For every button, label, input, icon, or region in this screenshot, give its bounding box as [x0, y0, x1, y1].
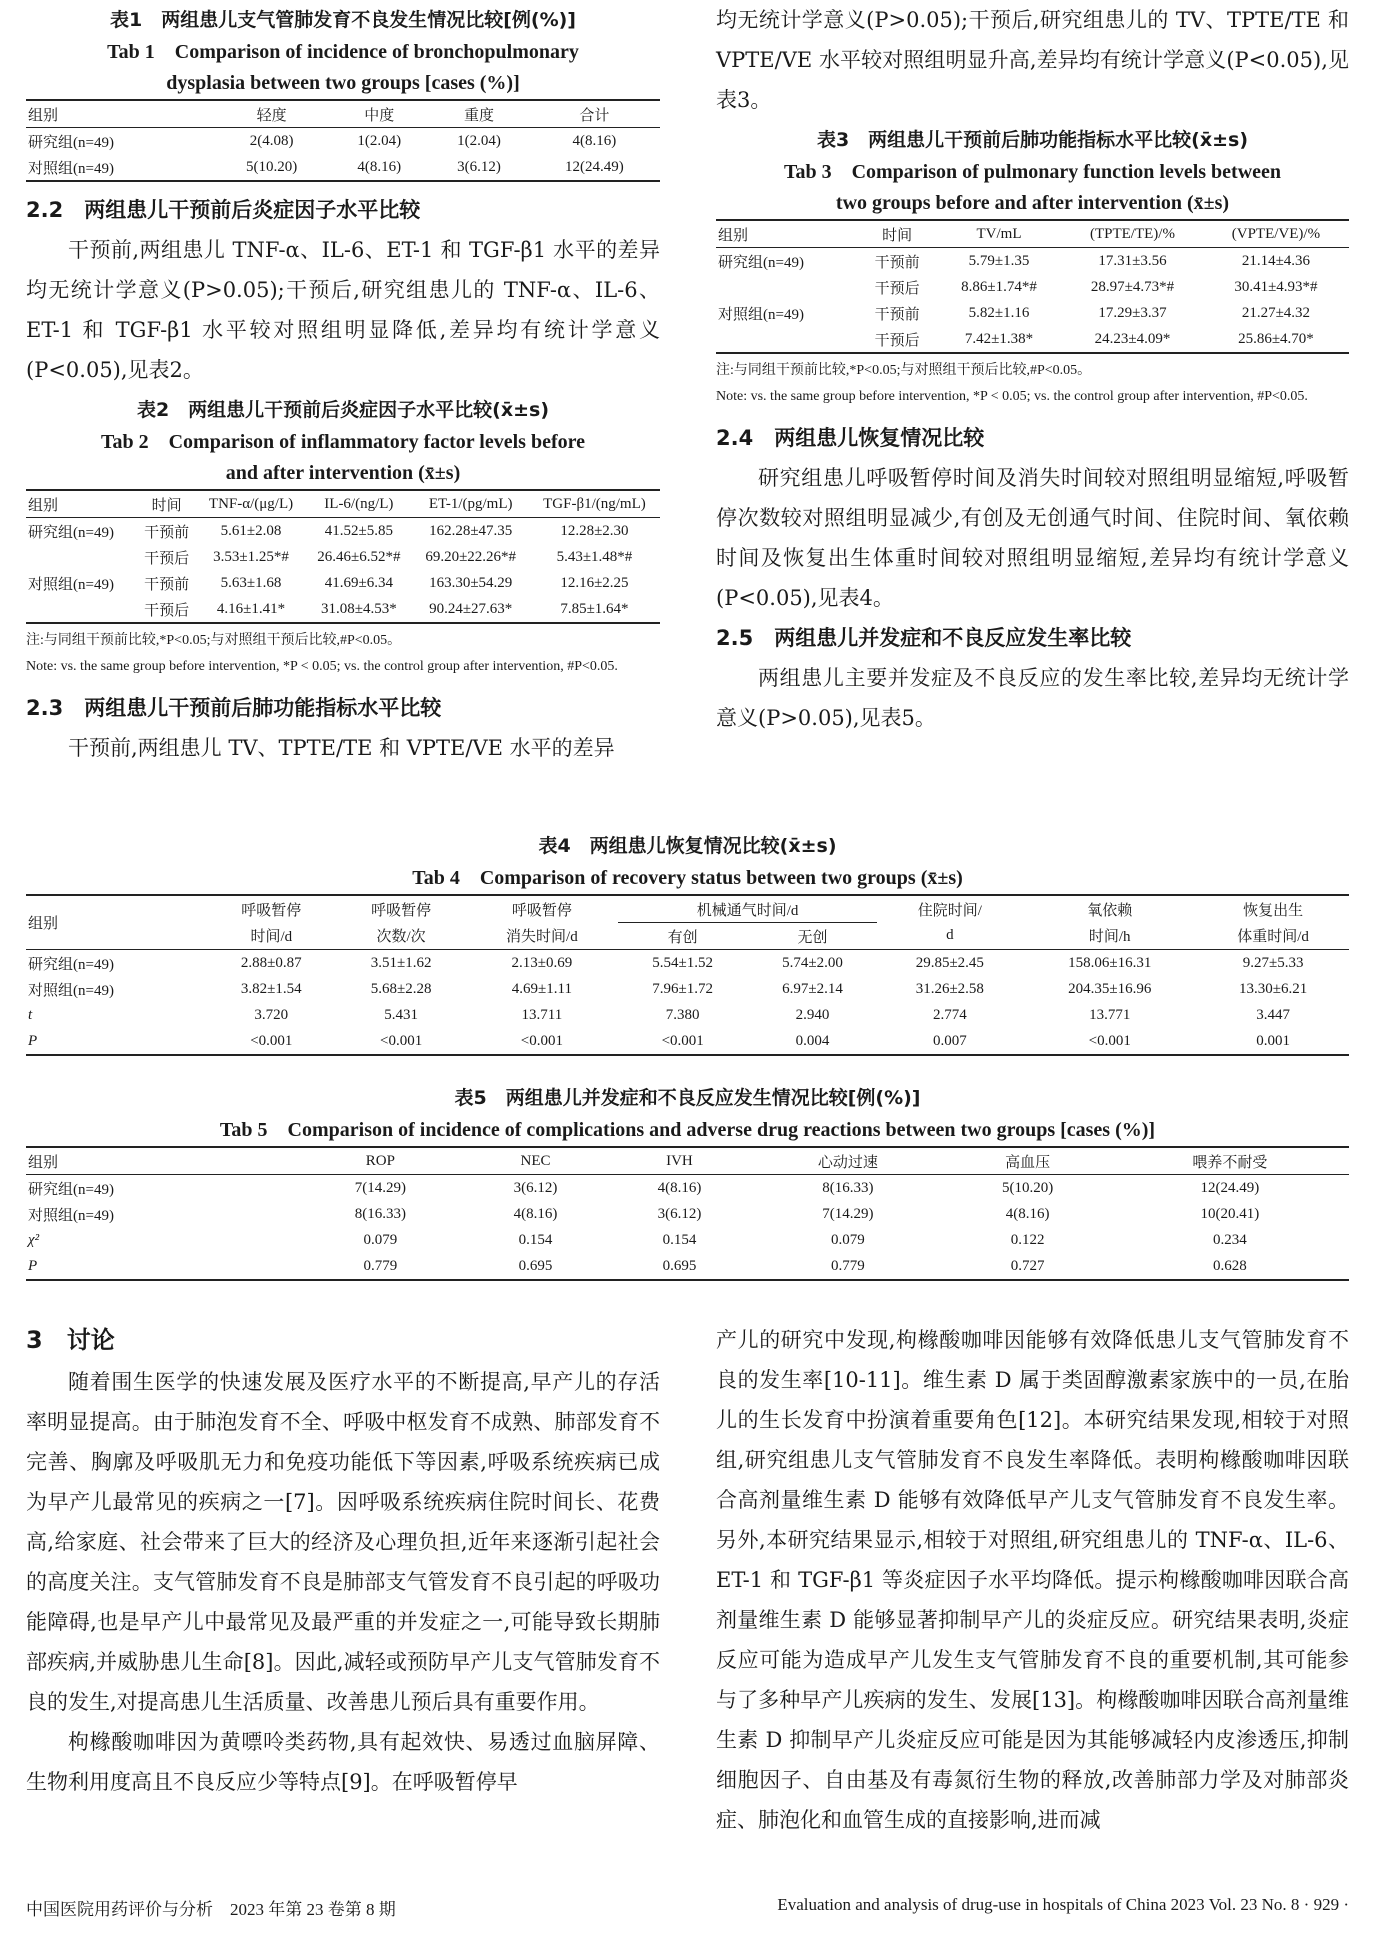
table4-block [26, 830, 1349, 1056]
table-row [716, 300, 1349, 326]
section-2-5-paragraph: 两组患儿主要并发症及不良反应的发生率比较,差异均无统计学意义(P>0.05),见表5。 [716, 666, 1349, 730]
table-cell: 5.431 [384, 1006, 418, 1023]
table4-header: 住院时间/ [917, 902, 982, 919]
table-cell: 12.28±2.30 [560, 522, 629, 539]
table-cell: 21.27±4.32 [1241, 304, 1311, 321]
table4-header: 有创 [618, 923, 748, 950]
table3-caption-cn: 表3 两组患儿干预前后肺功能指标水平比较(x̄±s) [816, 129, 1249, 151]
table1-header: 重度 [429, 100, 529, 128]
table-cell: 13.30±6.21 [1238, 980, 1308, 997]
section-2-2-paragraph: 干预前,两组患儿 TNF-α、IL-6、ET-1 和 TGF-β1 水平的差异均无统计学意义(P>0.05);干预后,研究组患儿的 TNF-α、IL-6、ET-1 和 TGF-β1 水平较对照组明显降低,差异均有统计学意义(P<0.05),见表2。 [26, 238, 660, 382]
table-cell: 163.30±54.29 [429, 574, 513, 591]
section-2-2-heading: 2.2 两组患儿干预前后炎症因子水平比较 [26, 198, 421, 222]
table5-caption-cn: 表5 两组患儿并发症和不良反应发生情况比较[例(%)] [454, 1087, 921, 1109]
table5-header: IVH [608, 1147, 752, 1175]
table3-header: 时间 [858, 220, 936, 248]
table-cell: 对照组(n=49) [28, 1207, 114, 1224]
table-cell: 26.46±6.52*# [317, 548, 401, 565]
table2-caption-en-2: and after intervention (x̄±s) [225, 462, 461, 484]
table-cell: 对照组(n=49) [718, 306, 804, 323]
table-cell: 4(8.16) [657, 1179, 702, 1196]
table4-header: 时间/h [1022, 923, 1197, 950]
table5-header: 喂养不耐受 [1111, 1147, 1349, 1175]
table-cell: 12(24.49) [529, 154, 660, 181]
table2-header: TGF-β1/(ng/mL) [529, 490, 660, 518]
table-cell: 13.771 [1089, 1006, 1131, 1023]
table-row [26, 1227, 1349, 1253]
table5-caption-en: Tab 5 Comparison of incidence of complications and adverse drug reactions between two groups [cases (%)] [219, 1119, 1156, 1141]
table-cell: 3.51±1.62 [370, 954, 432, 971]
table-cell: 2.13±0.69 [511, 954, 573, 971]
discussion-left [26, 1318, 660, 1802]
section-2-3-paragraph-continued: 均无统计学意义(P>0.05);干预后,研究组患儿的 TV、TPTE/TE 和 VPTE/VE 水平较对照组明显升高,差异均有统计学意义(P<0.05),见表3。 [716, 8, 1349, 112]
table1-caption-en-2: dysplasia between two groups [cases (%)] [166, 72, 520, 94]
table5-header: NEC [464, 1147, 608, 1175]
table4-header: d [877, 923, 1022, 950]
table2-header: IL-6/(ng/L) [305, 490, 412, 518]
table-row [26, 544, 660, 570]
table-row [716, 326, 1349, 353]
table-cell: 3(6.12) [513, 1179, 558, 1196]
table3-note-en: Note: vs. the same group before intervention, *P < 0.05; vs. the control group after intervention, #P<0.05. [716, 389, 1308, 404]
table1-header: 组别 [26, 100, 214, 128]
table-cell: χ² [28, 1231, 40, 1248]
table-cell: 4.16±1.41* [197, 596, 305, 623]
table-row [26, 1028, 1349, 1055]
table-cell: 7.42±1.38* [936, 326, 1062, 353]
table-cell: 研究组(n=49) [28, 134, 114, 151]
table-cell: 研究组(n=49) [28, 956, 114, 973]
table-cell: 5.61±2.08 [220, 522, 282, 539]
table-cell: 0.079 [830, 1231, 865, 1248]
table5-header: 高血压 [944, 1147, 1111, 1175]
table1-header: 轻度 [214, 100, 329, 128]
table-cell: 对照组(n=49) [26, 154, 214, 181]
table2-header: 组别 [26, 490, 137, 518]
table-row [716, 274, 1349, 300]
table-cell: t [28, 1006, 33, 1023]
table-cell: 158.06±16.31 [1068, 954, 1152, 971]
table-cell: <0.001 [1022, 1028, 1197, 1055]
table5-block [26, 1082, 1349, 1281]
footer-journal-cn: 中国医院用药评价与分析 2023 年第 23 卷第 8 期 [26, 1900, 396, 1919]
table4-header: 氧依赖 [1087, 902, 1133, 919]
table4-header: 呼吸暂停 [511, 902, 572, 919]
table5-header: 心动过速 [751, 1147, 944, 1175]
table-cell: 8(16.33) [354, 1205, 406, 1222]
table-cell: 3.82±1.54 [240, 980, 302, 997]
table-cell: 2.88±0.87 [240, 954, 302, 971]
table-cell: 4.69±1.11 [511, 980, 572, 997]
table-cell: 干预后 [144, 550, 190, 567]
table-row [26, 128, 660, 155]
table3-caption-en-1: Tab 3 Comparison of pulmonary function levels between [783, 161, 1282, 183]
table-cell: 7.96±1.72 [652, 980, 714, 997]
table-cell: <0.001 [466, 1028, 618, 1055]
table-row [26, 518, 660, 545]
table1-header: 中度 [329, 100, 429, 128]
table-cell [716, 326, 858, 353]
section-2-3-paragraph: 干预前,两组患儿 TV、TPTE/TE 和 VPTE/VE 水平的差异 [68, 736, 615, 760]
table-cell: 3.720 [254, 1006, 289, 1023]
table-cell: 0.234 [1213, 1231, 1247, 1248]
table-cell: 13.711 [521, 1006, 563, 1023]
discussion-paragraph-2: 枸橼酸咖啡因为黄嘌呤类药物,具有起效快、易透过血脑屏障、生物利用度高且不良反应少等特点[9]。在呼吸暂停早 [26, 1730, 660, 1794]
table4-header: 时间/d [206, 923, 336, 950]
left-column [26, 0, 660, 768]
table-cell: 研究组(n=49) [718, 254, 804, 271]
table-cell: 0.154 [518, 1231, 553, 1248]
table-row [26, 154, 660, 181]
table2 [26, 489, 660, 624]
table-row [26, 1002, 1349, 1028]
table-cell: 0.007 [877, 1028, 1022, 1055]
table5-header: 组别 [26, 1147, 297, 1175]
table-cell: 12(24.49) [1200, 1179, 1260, 1196]
table3-header: (TPTE/TE)/% [1062, 220, 1203, 248]
table1 [26, 99, 660, 182]
table3-header: TV/mL [936, 220, 1062, 248]
table2-note-cn: 注:与同组干预前比较,*P<0.05;与对照组干预后比较,#P<0.05。 [26, 633, 402, 648]
discussion-right [716, 1320, 1349, 1840]
table4-header: 组别 [26, 895, 206, 950]
table-cell: 30.41±4.93*# [1234, 278, 1318, 295]
table-row [26, 1201, 1349, 1227]
table-cell: P [26, 1028, 206, 1055]
discussion-paragraph-3: 产儿的研究中发现,枸橼酸咖啡因能够有效降低患儿支气管肺发育不良的发生率[10-11]。维生素 D 属于类固醇激素家族中的一员,在胎儿的生长发育中扮演着重要角色[12]。本研究结果发现,相较于对照组,研究组患儿支气管肺发育不良发生率降低。表明枸橼酸咖啡因联合高剂量维生素 D 能够有效降低早产儿支气管肺发育不良发生率。另外,本研究结果显示,相较于对照组,研究组患儿的 TNF-α、IL-6、ET-1 和 TGF-β1 等炎症因子水平均降低。提示枸橼酸咖啡因联合高剂量维生素 D 能够显著抑制早产儿的炎症反应。研究结果表明,炎症反应可能为造成早产儿发生支气管肺发育不良的重要机制,其可能参与了多种早产儿疾病的发生、发展[13]。枸橼酸咖啡因联合高剂量维生素 D 抑制早产儿炎症反应可能是因为其能够减轻内皮渗透压,抑制细胞因子、自由基及有毒氮衍生物的释放,改善肺部力学及对肺部炎症、肺泡化和血管生成的直接影响,进而减 [716, 1328, 1349, 1832]
table-cell: 3(6.12) [429, 154, 529, 181]
table-cell: 0.001 [1197, 1028, 1349, 1055]
table-cell: 12.16±2.25 [560, 574, 629, 591]
table-cell: 研究组(n=49) [28, 524, 114, 541]
table-cell: 干预前 [144, 524, 190, 541]
section-3-heading: 3 讨论 [26, 1326, 115, 1354]
table-cell: 29.85±2.45 [915, 954, 984, 971]
table3 [716, 219, 1349, 354]
table-cell: 7(14.29) [354, 1179, 406, 1196]
table2-header: TNF-α/(μg/L) [197, 490, 305, 518]
table-cell: 干预后 [137, 596, 197, 623]
table-cell: 干预后 [874, 280, 920, 297]
table-cell: 5.82±1.16 [968, 304, 1030, 321]
table3-caption-en-2: two groups before and after intervention (x̄±s) [835, 192, 1230, 214]
table-row [26, 1253, 1349, 1280]
table2-header: ET-1/(pg/mL) [412, 490, 528, 518]
table-cell: 28.97±4.73*# [1090, 278, 1175, 295]
table1-caption-en-1: Tab 1 Comparison of incidence of bronchopulmonary [107, 41, 579, 63]
table-cell: 5(10.20) [214, 154, 329, 181]
table5-header: ROP [297, 1147, 464, 1175]
table-row [26, 1175, 1349, 1202]
table-cell: 0.154 [662, 1231, 697, 1248]
table-cell: 25.86±4.70* [1203, 326, 1349, 353]
table-cell: 0.779 [297, 1253, 464, 1280]
table-cell: 5.54±1.52 [652, 954, 714, 971]
table-cell: 0.628 [1111, 1253, 1349, 1280]
table-cell: 4(8.16) [572, 132, 617, 149]
table-cell: P [26, 1253, 297, 1280]
table-cell: 对照组(n=49) [28, 982, 114, 999]
table-cell: 90.24±27.63* [412, 596, 528, 623]
table4-header: 体重时间/d [1197, 923, 1349, 950]
right-column [716, 0, 1349, 738]
table-cell: 1(2.04) [457, 132, 501, 149]
table-cell: 3.447 [1256, 1006, 1290, 1023]
section-2-5-heading: 2.5 两组患儿并发症和不良反应发生率比较 [716, 626, 1132, 650]
table-cell: 1(2.04) [357, 132, 402, 149]
table5 [26, 1146, 1349, 1281]
table-cell: 研究组(n=49) [28, 1181, 114, 1198]
table3-header: (VPTE/VE)/% [1203, 220, 1349, 248]
table-cell: 41.52±5.85 [324, 522, 393, 539]
table-cell: 干预前 [874, 254, 920, 271]
table-cell: 24.23±4.09* [1062, 326, 1203, 353]
table2-caption-cn: 表2 两组患儿干预前后炎症因子水平比较(x̄±s) [136, 399, 550, 421]
table4-header: 消失时间/d [466, 923, 618, 950]
table4-header: 次数/次 [336, 923, 466, 950]
table-row [26, 976, 1349, 1002]
table-cell: 0.727 [944, 1253, 1111, 1280]
footer-journal-en: Evaluation and analysis of drug-use in hospitals of China 2023 Vol. 23 No. 8 · 929 · [777, 1895, 1349, 1914]
table-cell: 2.940 [795, 1006, 830, 1023]
table1-caption-cn: 表1 两组患儿支气管肺发育不良发生情况比较[例(%)] [110, 9, 576, 31]
table-cell: 41.69±6.34 [324, 574, 393, 591]
table4 [26, 894, 1349, 1056]
table-cell: 5.68±2.28 [370, 980, 432, 997]
table4-header: 无创 [748, 923, 878, 950]
table-cell [26, 544, 137, 570]
table-cell: 10(20.41) [1200, 1205, 1260, 1222]
table-cell: 5(10.20) [1001, 1179, 1054, 1196]
table4-caption-en: Tab 4 Comparison of recovery status between two groups (x̄±s) [412, 867, 963, 889]
table-cell: 4(8.16) [329, 154, 429, 181]
table-cell: 0.695 [464, 1253, 608, 1280]
section-2-4-heading: 2.4 两组患儿恢复情况比较 [716, 426, 985, 450]
table-cell: 7.85±1.64* [529, 596, 660, 623]
table-cell: 3.53±1.25*# [213, 548, 289, 565]
table2-note-en: Note: vs. the same group before intervention, *P < 0.05; vs. the control group after intervention, #P<0.05. [26, 659, 618, 674]
table-cell: 干预前 [144, 576, 190, 593]
table-cell: 2.774 [932, 1006, 967, 1023]
table-cell: 0.079 [363, 1231, 398, 1248]
table4-caption-cn: 表4 两组患儿恢复情况比较(x̄±s) [538, 835, 837, 857]
table-cell: <0.001 [618, 1028, 748, 1055]
table-cell: 17.31±3.56 [1098, 252, 1167, 269]
section-2-4-paragraph: 研究组患儿呼吸暂停时间及消失时间较对照组明显缩短,呼吸暂停次数较对照组明显减少,有创及无创通气时间、住院时间、氧依赖时间及恢复出生体重时间较对照组明显缩短,差异均有统计学意义(P<0.05),见表4。 [716, 466, 1349, 610]
table-cell [26, 596, 137, 623]
table-cell: 17.29±3.37 [1098, 304, 1167, 321]
table4-header: 呼吸暂停 [241, 902, 302, 919]
table2-caption-en-1: Tab 2 Comparison of inflammatory factor levels before [100, 431, 586, 453]
table-cell: 8(16.33) [822, 1179, 874, 1196]
table4-header: 机械通气时间/d [618, 895, 878, 923]
table-cell: 8.86±1.74*# [961, 278, 1037, 295]
table-cell: 2(4.08) [249, 132, 294, 149]
table-cell: 6.97±2.14 [782, 980, 843, 997]
table-row [26, 570, 660, 596]
table-cell: 0.004 [748, 1028, 878, 1055]
table-cell: 21.14±4.36 [1241, 252, 1311, 269]
table-cell: 162.28±47.35 [429, 522, 513, 539]
table2-header: 时间 [137, 490, 197, 518]
table-cell: 5.63±1.68 [220, 574, 282, 591]
table-cell: 5.74±2.00 [782, 954, 843, 971]
table-cell: 204.35±16.96 [1068, 980, 1152, 997]
table-cell: 31.26±2.58 [915, 980, 984, 997]
table-cell: 4(8.16) [1005, 1205, 1050, 1222]
table-cell: 0.122 [1010, 1231, 1045, 1248]
table3-note-cn: 注:与同组干预前比较,*P<0.05;与对照组干预后比较,#P<0.05。 [716, 363, 1092, 378]
table-cell: 7.380 [665, 1006, 700, 1023]
table-cell: 31.08±4.53* [305, 596, 412, 623]
table-cell: 7(14.29) [822, 1205, 874, 1222]
table4-header: 恢复出生 [1243, 902, 1304, 919]
table-cell: 9.27±5.33 [1242, 954, 1304, 971]
table4-header: 呼吸暂停 [371, 902, 432, 919]
table-row [716, 248, 1349, 275]
discussion-paragraph-1: 随着围生医学的快速发展及医疗水平的不断提高,早产儿的存活率明显提高。由于肺泡发育不全、呼吸中枢发育不成熟、肺部发育不完善、胸廓及呼吸肌无力和免疫功能低下等因素,呼吸系统疾病已成为早产儿最常见的疾病之一[7]。因呼吸系统疾病住院时间长、花费高,给家庭、社会带来了巨大的经济及心理负担,近年来逐渐引起社会的高度关注。支气管肺发育不良是肺部支气管发育不良引起的呼吸功能障碍,也是早产儿中最常见及最严重的并发症之一,可能导致长期肺部疾病,并威胁患儿生命[8]。因此,减轻或预防早产儿支气管肺发育不良的发生,对提高患儿生活质量、改善患儿预后具有重要作用。 [26, 1370, 660, 1714]
table-row [26, 596, 660, 623]
table-cell: 干预后 [858, 326, 936, 353]
table-cell: <0.001 [206, 1028, 336, 1055]
table-cell: 69.20±22.26*# [425, 548, 517, 565]
section-2-3-heading: 2.3 两组患儿干预前后肺功能指标水平比较 [26, 696, 442, 720]
table3-header: 组别 [716, 220, 858, 248]
table1-header: 合计 [529, 100, 660, 128]
table-cell: 0.695 [608, 1253, 752, 1280]
table-cell: 5.79±1.35 [968, 252, 1030, 269]
table-cell: 4(8.16) [513, 1205, 558, 1222]
table-cell: 0.779 [751, 1253, 944, 1280]
table-cell: <0.001 [336, 1028, 466, 1055]
table-cell: 干预前 [874, 306, 920, 323]
table-cell: 5.43±1.48*# [556, 548, 633, 565]
table-row [26, 950, 1349, 977]
table-cell [716, 274, 858, 300]
table-cell: 对照组(n=49) [28, 576, 114, 593]
table-cell: 3(6.12) [657, 1205, 702, 1222]
